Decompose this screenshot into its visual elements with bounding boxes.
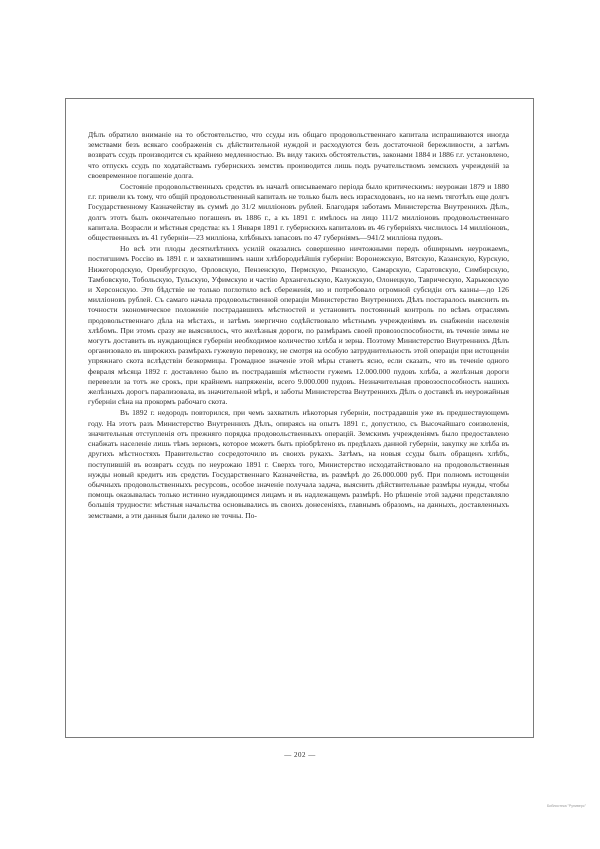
paragraph-1: Дѣлъ обратило вниманіе на то обстоятельство, что ссуды изъ общаго продовольственнаго капитала испрашиваются иногда земствами безъ всякаго соображенія съ дѣйствительной нуждой и расходуются безъ достаточной бережливости, а затѣмъ возвратъ ссудъ производится съ крайнею медленностью. Въ виду такихъ обстоятельствъ, законами 1884 и 1886 г.г. установлено, что отпускъ ссудъ по ходатайствамъ губернскихъ земствъ производится лишь подъ ручательствомъ земскихъ учрежденій за своевременное погашеніе долга. — [88, 130, 509, 180]
paragraph-2: Состояніе продовольственныхъ средствъ въ началѣ описываемаго періода было критическимъ: неурожаи 1879 и 1880 г.г. привели къ тому, что общій продовольственный капиталъ не только былъ весь израсходованъ, но на немъ тяготѣлъ еще долгъ Государственному Казначейству въ суммѣ до 31/2 милліоновъ рублей. Благодаря заботамъ Министерства Внутреннихъ Дѣлъ, долгъ этотъ былъ окончательно погашенъ въ 1886 г., а къ 1891 г. имѣлось на лицо 111/2 милліоновъ продовольственнаго капитала. Возрасли и мѣстныя средства: къ 1 Января 1891 г. губернскихъ капиталовъ въ 46 губерніяхъ числилось 14 милліоновъ, общественныхъ въ 41 губерніи—23 милліона, хлѣбныхъ запасовъ по 47 губерніямъ—941/2 милліона пудовъ. — [88, 182, 509, 243]
paragraph-3: Но всѣ эти плоды десятилѣтнихъ усилій оказались совершенно ничтожными передъ обширнымъ неурожаемъ, постигшимъ Россію въ 1891 г. и захватившимъ наши хлѣбороднѣйшія губерніи: Воронежскую, Вятскую, Казанскую, Курскую, Нижегородскую, Оренбургскую, Орловскую, Пензенскую, Пермскую, Рязанскую, Самарскую, Саратовскую, Симбирскую, Тамбовскую, Тобольскую, Тульскую, Уфимскую и частію Архангельскую, Калужскую, Олонецкую, Таврическую, Харьковскую и Херсонскую. Это бѣдствіе не только поглотило всѣ сбереженія, но и потребовало огромной субсидіи отъ казны—до 126 милліоновъ рублей. Съ самаго начала продовольственной операціи Министерство Внутреннихъ Дѣлъ постаралось выяснить въ точности экономическое положеніе пострадавшихъ мѣстностей и установить постоянный контроль по всѣмъ отраслямъ продовольственнаго дѣла на мѣстахъ, и затѣмъ энергично содѣйствовало мѣстнымъ учрежденіямъ въ снабженіи населенія хлѣбомъ. При этомъ сразу же выяснилось, что желѣзныя дороги, по размѣрамъ своей провозоспособности, въ теченіе зимы не могутъ доставить въ нуждающіяся губерніи необходимое количество хлѣба и зерна. Поэтому Министерство Внутреннихъ Дѣлъ организовало въ широкихъ размѣрахъ гужевую перевозку, не смотря на особую затруднительность этой операціи при истощеніи упряжнаго скота вслѣдствіи безкормицы. Громадное значеніе этой мѣры станетъ ясно, если сказать, что въ теченіе одного февраля мѣсяца 1892 г. доставлено было въ пострадавшія мѣстности гужемъ 12.000.000 пудовъ хлѣба, а желѣзныя дороги перевезли за тотъ же срокъ, при крайнемъ напряженіи, всего 9.000.000 пудовъ. Незначительная провозоспособность нашихъ желѣзныхъ дорогъ парализовала, въ значительной мѣрѣ, и заботы Министерства Внутреннихъ Дѣлъ о доставкѣ въ неурожайныя губерніи сѣна на прокормъ рабочаго скота. — [88, 244, 509, 407]
paragraph-4: Въ 1892 г. недородъ повторился, при чемъ захватилъ нѣкоторыя губерніи, пострадавшія уже въ предшествующемъ году. На этотъ разъ Министерство Внутреннихъ Дѣлъ, опираясь на опытъ 1891 г., допустило, съ Высочайшаго соизволенія, значительныя отступленія отъ прежняго порядка продовольственныхъ операцій. Земскимъ учрежденіямъ было предоставлено снабжать населеніе лишь тѣмъ зерномъ, которое можетъ быть пріобрѣтено въ предѣлахъ данной губерніи, закупку же хлѣба въ другихъ мѣстностяхъ Правительство сосредоточило въ своихъ рукахъ. Затѣмъ, на новыя ссуды былъ обращенъ хлѣбъ, поступившій въ возвратъ ссудъ по неурожаю 1891 г. Сверхъ того, Министерство исходатайствовало на продовольственныя нужды новый кредитъ изъ средствъ Государственнаго Казначейства, въ размѣрѣ до 26.000.000 руб. При полномъ истощеніи обычныхъ продовольственныхъ ресурсовъ, особое значеніе получала задача, выяснить дѣйствительные размѣры нужды, чтобы помощь оказывалась только истинно нуждающимся лицамъ и въ надлежащемъ размѣрѣ. Но рѣшеніе этой задачи представляло большія трудности: мѣстныя начальства основывались въ своихъ донесеніяхъ, главнымъ образомъ, на данныхъ, доставленныхъ земствами, а эти данныя были далеко не точны. По- — [88, 408, 509, 520]
library-watermark: Библиотека "Руниверс" — [547, 804, 586, 808]
document-body-text — [88, 130, 509, 522]
page-number: — 202 — — [284, 751, 316, 759]
